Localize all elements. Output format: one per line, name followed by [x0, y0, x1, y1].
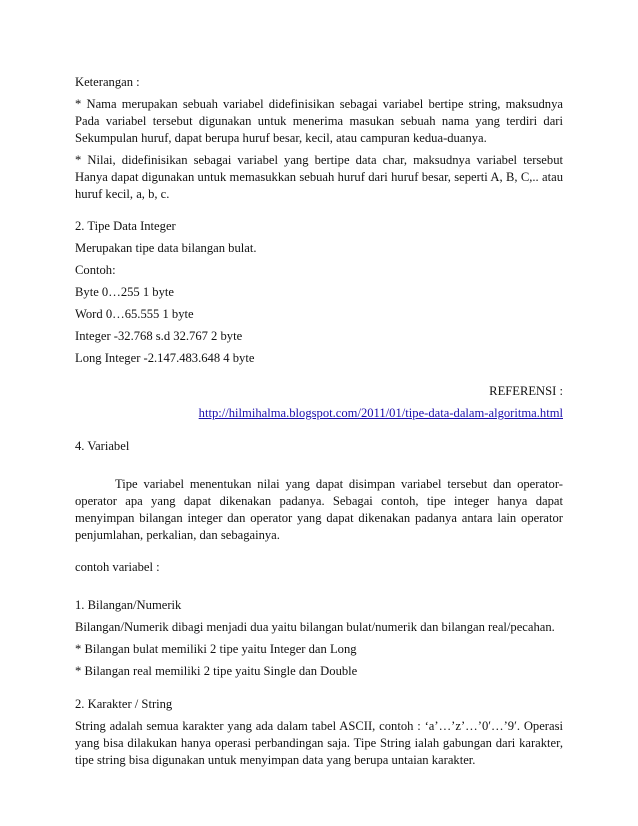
karakter-heading: 2. Karakter / String: [75, 697, 173, 711]
keterangan-p1-line-3: Sekumpulan huruf, dapat berupa huruf besar, kecil, atau campuran kedua-duanya.: [75, 131, 487, 145]
integer-contoh-label: Contoh:: [75, 263, 116, 277]
integer-item-long: Long Integer -2.147.483.648 4 byte: [75, 351, 255, 365]
keterangan-p2-line-2: Hanya dapat digunakan untuk memasukkan sebuah huruf dari huruf besar, seperti A, B, C,.. atau: [75, 170, 563, 184]
variabel-para-line-4: penjumlahan, perkalian, dan sebagainya.: [75, 528, 280, 542]
integer-heading: 2. Tipe Data Integer: [75, 219, 176, 233]
variabel-para-line-2: operator apa yang dapat dikenakan padanya. Sebagai contoh, tipe integer hanya dapat: [75, 494, 563, 508]
keterangan-p1-line-2: Pada variabel tersebut digunakan untuk menerima masukan sebuah nama yang terdiri dari: [75, 114, 563, 128]
karakter-para-line-1: String adalah semua karakter yang ada dalam tabel ASCII, contoh : ‘a’…’z’…’0′…’9′. Operasi: [75, 719, 563, 733]
integer-item-word: Word 0…65.555 1 byte: [75, 307, 194, 321]
referensi-link-line: [75, 405, 563, 422]
integer-item-byte: Byte 0…255 1 byte: [75, 285, 174, 299]
bilangan-line-1: Bilangan/Numerik dibagi menjadi dua yaitu bilangan bulat/numerik dan bilangan real/pecahan.: [75, 620, 555, 634]
variabel-para-line-3: menyimpan bilangan integer dan operator yang dapat dikenakan padanya antara lain operator: [75, 511, 563, 525]
variabel-heading: 4. Variabel: [75, 439, 130, 453]
contoh-variabel-label: contoh variabel :: [75, 560, 160, 574]
keterangan-heading: Keterangan :: [75, 75, 140, 89]
referensi-label: REFERENSI :: [489, 384, 563, 398]
bilangan-line-2: * Bilangan bulat memiliki 2 tipe yaitu Integer dan Long: [75, 642, 357, 656]
referensi-link[interactable]: http://hilmihalma.blogspot.com/2011/01/tipe-data-dalam-algoritma.html: [198, 406, 563, 420]
bilangan-line-3: * Bilangan real memiliki 2 tipe yaitu Single dan Double: [75, 664, 358, 678]
variabel-para-line-1: Tipe variabel menentukan nilai yang dapat disimpan variabel tersebut dan operator-: [115, 477, 563, 491]
keterangan-p2-line-1: * Nilai, didefinisikan sebagai variabel yang bertipe data char, maksudnya variabel tersebut: [75, 153, 563, 167]
keterangan-p1-line-1: * Nama merupakan sebuah variabel didefinisikan sebagai variabel bertipe string, maksudnya: [75, 97, 563, 111]
integer-item-integer: Integer -32.768 s.d 32.767 2 byte: [75, 329, 243, 343]
keterangan-p2-line-3: huruf kecil, a, b, c.: [75, 187, 170, 201]
karakter-para-line-3: tipe string bisa digunakan untuk menyimpan data yang berupa untaian karakter.: [75, 753, 476, 767]
karakter-para-line-2: yang bisa dilakukan hanya operasi perbandingan saja. Tipe String ialah gabungan dari karakter,: [75, 736, 563, 750]
integer-desc: Merupakan tipe data bilangan bulat.: [75, 241, 257, 255]
bilangan-heading: 1. Bilangan/Numerik: [75, 598, 182, 612]
